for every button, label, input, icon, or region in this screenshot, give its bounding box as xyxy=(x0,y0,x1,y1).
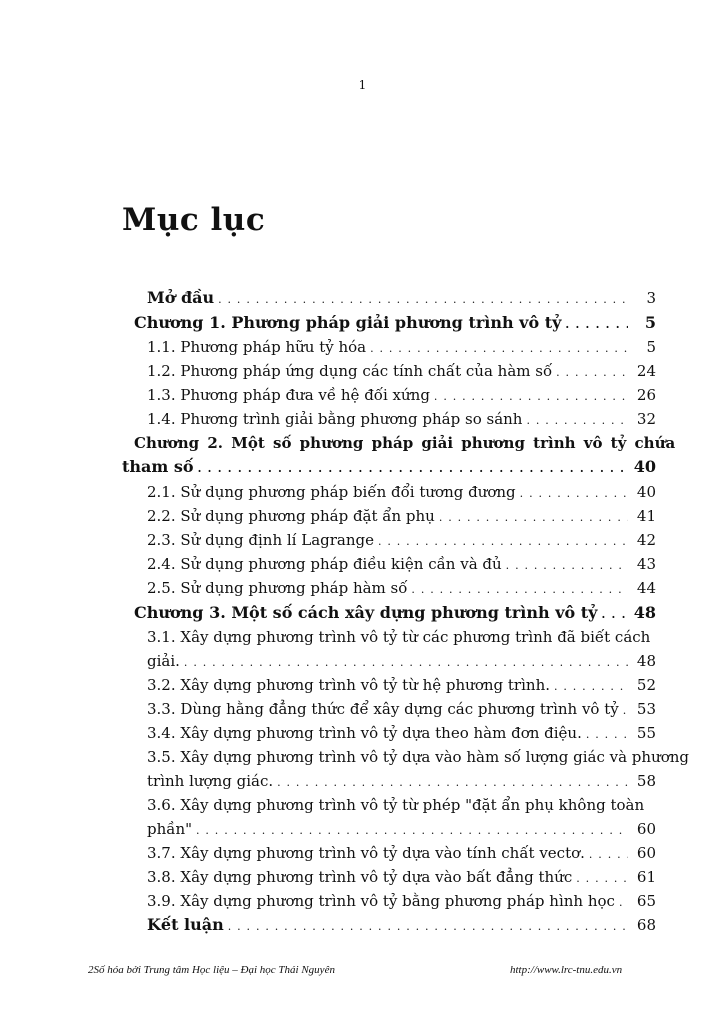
leader-dots xyxy=(506,554,628,578)
toc-entry-page: 60 xyxy=(636,844,656,862)
toc-entry-page: 65 xyxy=(636,892,656,910)
toc-entry-title-line2: tham số xyxy=(122,457,194,476)
toc-entry-page: 55 xyxy=(636,724,656,742)
toc-entry-3-4[interactable] xyxy=(0,721,725,745)
leader-dots xyxy=(378,530,628,554)
toc-entry-title: 2.4. Sử dụng phương pháp điều kiện cần và đủ xyxy=(147,555,502,573)
footer-url-link[interactable]: http://www.lrc-tnu.edu.vn xyxy=(510,964,623,976)
leader-dots xyxy=(184,651,628,675)
toc-entry-2-1[interactable] xyxy=(0,480,725,504)
toc-entry-3-2[interactable] xyxy=(0,673,725,697)
toc-entry-page: 40 xyxy=(633,457,656,476)
leader-dots xyxy=(520,482,628,506)
toc-entry-1-1[interactable] xyxy=(0,335,725,359)
toc-entry-page: 3 xyxy=(646,289,656,307)
toc-entry-page: 26 xyxy=(636,386,656,404)
toc-entry-title: Kết luận xyxy=(147,915,224,934)
toc-entry-title-line2: phần" xyxy=(147,820,193,838)
leader-dots xyxy=(439,506,628,530)
toc-entry-title: 2.5. Sử dụng phương pháp hàm số xyxy=(147,579,408,597)
page-number: 1 xyxy=(358,78,367,92)
toc-entry-2-5[interactable] xyxy=(0,576,725,600)
toc-entry-conclusion[interactable] xyxy=(0,913,725,937)
leader-dots xyxy=(411,578,628,602)
toc-entry-title: 1.2. Phương pháp ứng dụng các tính chất của hàm số xyxy=(147,362,553,380)
toc-entry-page: 41 xyxy=(636,507,656,525)
toc-entry-chapter-2[interactable] xyxy=(0,431,725,479)
toc-entry-page: 61 xyxy=(636,868,656,886)
toc-entry-2-2[interactable] xyxy=(0,504,725,528)
toc-entry-page: 58 xyxy=(636,772,656,790)
toc-entry-page: 68 xyxy=(636,916,656,934)
leader-dots xyxy=(198,457,628,481)
toc-entry-3-7[interactable] xyxy=(0,841,725,865)
toc-entry-title-line1: 3.1. Xây dựng phương trình vô tỷ từ các phương trình đã biết cách xyxy=(147,628,651,646)
toc-entry-page: 48 xyxy=(633,603,656,622)
toc-entry-page: 42 xyxy=(636,531,656,549)
toc-entry-chapter-1[interactable] xyxy=(0,311,725,335)
leader-dots xyxy=(526,409,628,433)
toc-entry-page: 43 xyxy=(636,555,656,573)
toc-entry-page: 40 xyxy=(636,483,656,501)
toc-entry-title-line1: Chương 2. Một số phương pháp giải phương trình vô tỷ chứa xyxy=(134,434,676,452)
toc-entry-page: 48 xyxy=(636,652,656,670)
toc-entry-page: 24 xyxy=(636,362,656,380)
toc-entry-title: 1.3. Phương pháp đưa về hệ đối xứng xyxy=(147,386,430,404)
toc-entry-3-3[interactable] xyxy=(0,697,725,721)
toc-entry-page: 5 xyxy=(644,313,656,332)
toc-entry-title: 3.7. Xây dựng phương trình vô tỷ dựa vào tính chất vectơ. xyxy=(147,844,585,862)
toc-entry-title: Chương 3. Một số cách xây dựng phương trình vô tỷ xyxy=(134,603,598,622)
toc-entry-3-6[interactable] xyxy=(0,793,725,841)
toc-entry-page: 5 xyxy=(646,338,656,356)
toc-entry-title: 3.3. Dùng hằng đẳng thức để xây dựng các phương trình vô tỷ xyxy=(147,700,619,718)
leader-dots xyxy=(619,891,628,915)
toc-entry-intro[interactable] xyxy=(0,286,725,310)
toc-entry-3-9[interactable] xyxy=(0,889,725,913)
toc-entry-title: 2.1. Sử dụng phương pháp biến đổi tương đương xyxy=(147,483,516,501)
toc-entry-title: 1.4. Phương trình giải bằng phương pháp so sánh xyxy=(147,410,523,428)
toc-entry-title-line1: 3.5. Xây dựng phương trình vô tỷ dựa vào hàm số lượng giác và phương xyxy=(147,748,690,766)
toc-entry-title: 2.2. Sử dụng phương pháp đặt ẩn phụ xyxy=(147,507,435,525)
toc-entry-2-3[interactable] xyxy=(0,528,725,552)
leader-dots xyxy=(576,867,628,891)
leader-dots xyxy=(370,337,628,361)
toc-entry-title: 3.2. Xây dựng phương trình vô tỷ từ hệ phương trình. xyxy=(147,676,550,694)
toc-entry-title: 3.9. Xây dựng phương trình vô tỷ bằng phương pháp hình học xyxy=(147,892,615,910)
leader-dots xyxy=(554,675,628,699)
toc-entry-title: 3.4. Xây dựng phương trình vô tỷ dựa theo hàm đơn điệu. xyxy=(147,724,582,742)
leader-dots xyxy=(196,819,628,843)
toc-entry-title: 2.3. Sử dụng định lí Lagrange xyxy=(147,531,374,549)
toc-entry-title-line1: 3.6. Xây dựng phương trình vô tỷ từ phép "đặt ẩn phụ không toàn xyxy=(147,796,645,814)
toc-entry-3-5[interactable] xyxy=(0,745,725,793)
toc-entry-3-1[interactable] xyxy=(0,625,725,673)
toc-entry-title: 1.1. Phương pháp hữu tỷ hóa xyxy=(147,338,367,356)
toc-entry-chapter-3[interactable] xyxy=(0,601,725,625)
toc-heading: Mục lục xyxy=(122,202,266,238)
leader-dots xyxy=(218,288,628,312)
leader-dots xyxy=(586,723,628,747)
toc-entry-3-8[interactable] xyxy=(0,865,725,889)
toc-entry-page: 44 xyxy=(636,579,656,597)
toc-entry-title: Chương 1. Phương pháp giải phương trình vô tỷ xyxy=(134,313,562,332)
toc-entry-1-4[interactable] xyxy=(0,407,725,431)
toc-entry-page: 32 xyxy=(636,410,656,428)
leader-dots xyxy=(434,385,628,409)
leader-dots xyxy=(589,843,628,867)
toc-entry-title: Mở đầu xyxy=(147,288,215,307)
toc-entry-page: 53 xyxy=(636,700,656,718)
leader-dots xyxy=(556,361,628,385)
toc-entry-1-2[interactable] xyxy=(0,359,725,383)
toc-entry-page: 52 xyxy=(636,676,656,694)
leader-dots xyxy=(601,603,628,627)
leader-dots xyxy=(277,771,628,795)
toc-entry-1-3[interactable] xyxy=(0,383,725,407)
toc-entry-title-line2: giải. xyxy=(147,652,180,670)
leader-dots xyxy=(228,915,628,939)
toc-entry-title: 3.8. Xây dựng phương trình vô tỷ dựa vào bất đẳng thức xyxy=(147,868,573,886)
toc-entry-2-4[interactable] xyxy=(0,552,725,576)
footer-left-text: 2Số hóa bởi Trung tâm Học liệu – Đại học Thái Nguyên xyxy=(88,964,335,976)
leader-dots xyxy=(565,313,628,337)
leader-dots xyxy=(623,699,628,723)
toc-entry-page: 60 xyxy=(636,820,656,838)
toc-entry-title-line2: trình lượng giác. xyxy=(147,772,274,790)
